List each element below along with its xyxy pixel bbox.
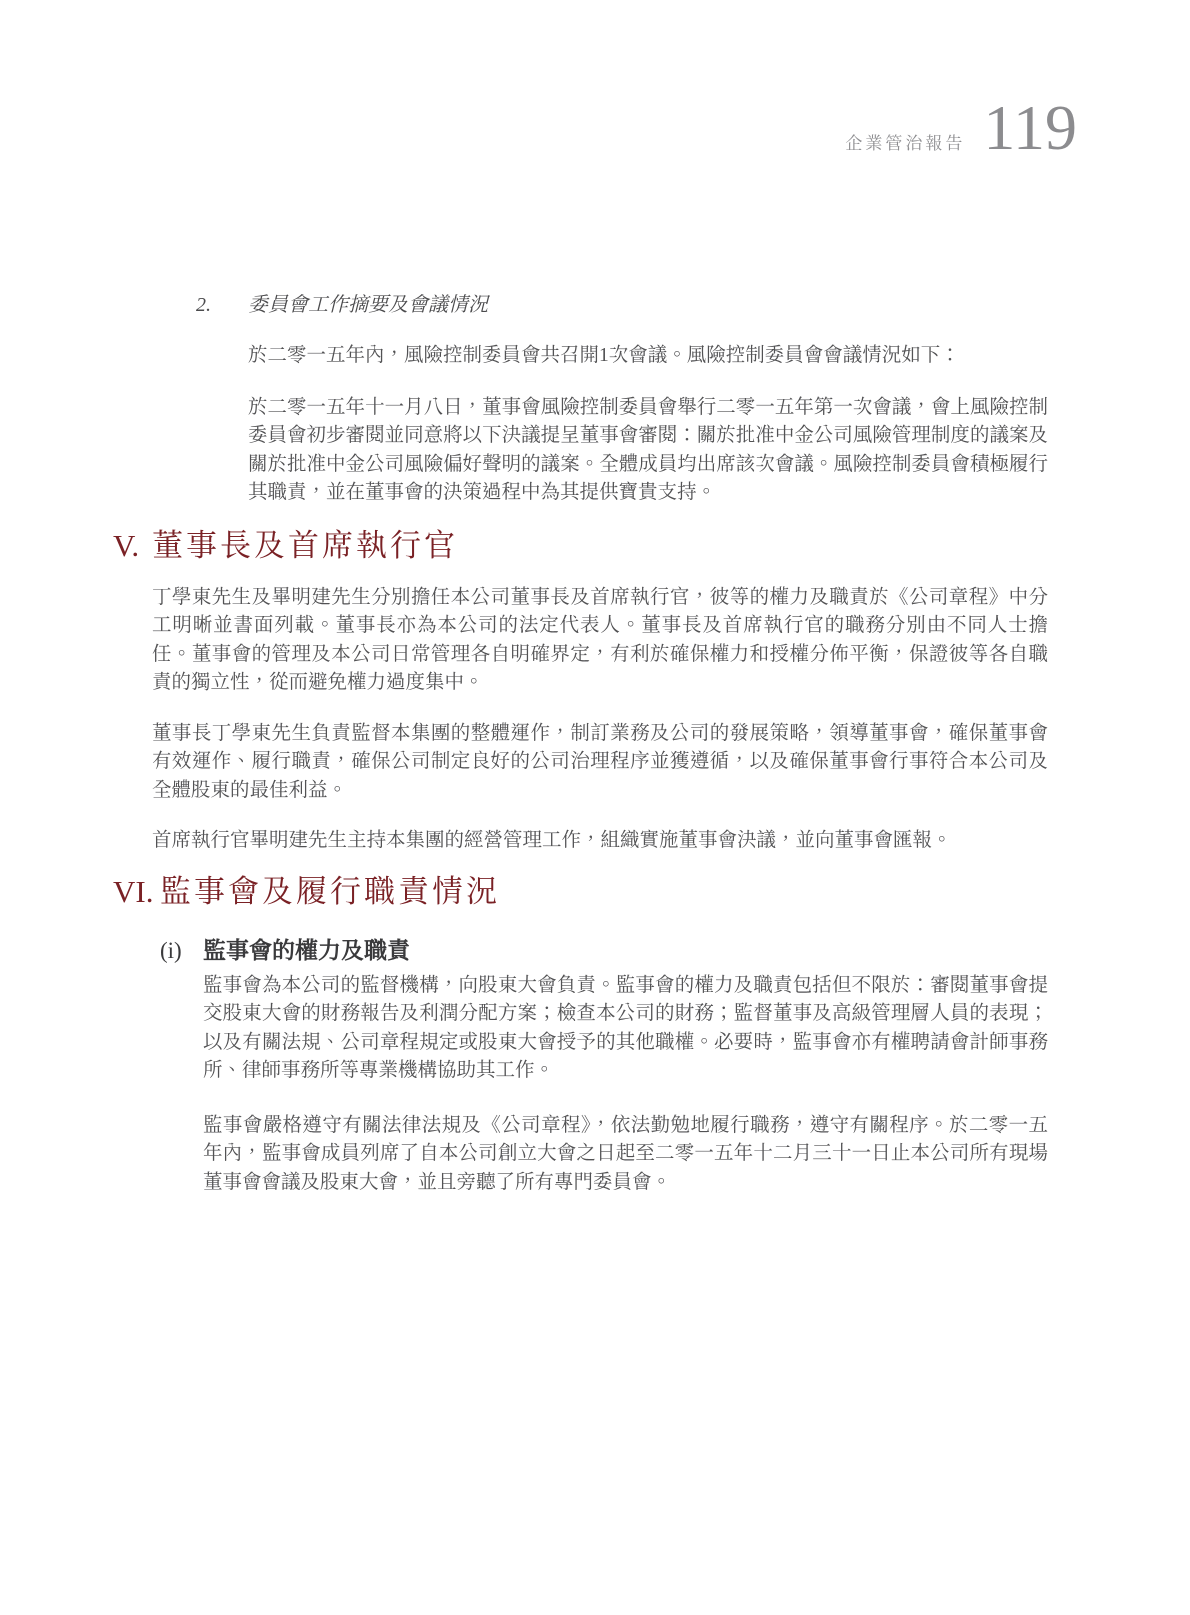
section-vi-board-of-supervisors — [0, 870, 1190, 1198]
page-header — [845, 92, 1077, 163]
subsection-title: 監事會的權力及職責 — [203, 937, 410, 963]
paragraph: 董事長丁學東先生負責監督本集團的整體運作，制訂業務及公司的發展策略，領導董事會，確保董事會有效運作、履行職責，確保公司制定良好的公司治理程序並獲遵循，以及確保董事會行事符合本公司及全體股東的最佳利益。 — [152, 722, 1048, 801]
paragraph: 首席執行官畢明建先生主持本集團的經營管理工作，組織實施董事會決議，並向董事會匯報。 — [152, 830, 952, 851]
subsection-number: 2. — [196, 294, 211, 316]
subsection-i-powers-and-duties — [0, 936, 1190, 1198]
subsection-title: 委員會工作摘要及會議情況 — [248, 294, 488, 316]
page-number: 119 — [983, 92, 1077, 163]
paragraph: 監事會嚴格遵守有關法律法規及《公司章程》，依法勤勉地履行職務，遵守有關程序。於二零一五年內，監事會成員列席了自本公司創立大會之日起至二零一五年十二月三十一日止本公司所有現場董事會會議及股東大會，並且旁聽了所有專門委員會。 — [203, 1114, 1048, 1193]
paragraph: 於二零一五年內，風險控制委員會共召開1次會議。風險控制委員會會議情況如下： — [248, 345, 960, 366]
paragraph: 丁學東先生及畢明建先生分別擔任本公司董事長及首席執行官，彼等的權力及職責於《公司章程》中分工明晰並書面列載。董事長亦為本公司的法定代表人。董事長及首席執行官的職務分別由不同人士擔任。董事會的管理及本公司日常管理各自明確界定，有利於確保權力和授權分佈平衡，保證彼等各自職責的獨立性，從而避免權力過度集中。 — [152, 586, 1048, 693]
section-roman-numeral: VI. — [113, 873, 154, 909]
section-roman-numeral: V. — [113, 527, 140, 563]
subsection-i-heading — [160, 936, 1190, 966]
section-v-chairman-and-ceo — [0, 524, 1190, 856]
paragraph: 監事會為本公司的監督機構，向股東大會負責。監事會的權力及職責包括但不限於：審閱董事會提交股東大會的財務報告及利潤分配方案；檢查本公司的財務；監督董事及高級管理層人員的表現；以及有關法規、公司章程規定或股東大會授予的其他職權。必要時，監事會亦有權聘請會計師事務所、律師事務所等專業機構協助其工作。 — [203, 974, 1048, 1081]
subsection-heading-2 — [196, 290, 1190, 320]
report-section-label: 企業管治報告 — [845, 134, 966, 153]
section-v-heading — [113, 524, 1190, 568]
section-title: 監事會及履行職責情況 — [160, 873, 500, 909]
section-vi-heading — [113, 870, 1190, 914]
subsection-number: (i) — [160, 937, 182, 963]
section-committee-work-summary — [0, 290, 1190, 508]
paragraph: 於二零一五年十一月八日，董事會風險控制委員會舉行二零一五年第一次會議，會上風險控制委員會初步審閱並同意將以下決議提呈董事會審閱：關於批准中金公司風險管理制度的議案及關於批准中金公司風險偏好聲明的議案。全體成員均出席該次會議。風險控制委員會積極履行其職責，並在董事會的決策過程中為其提供寶貴支持。 — [248, 396, 1048, 503]
section-title: 董事長及首席執行官 — [152, 527, 458, 563]
